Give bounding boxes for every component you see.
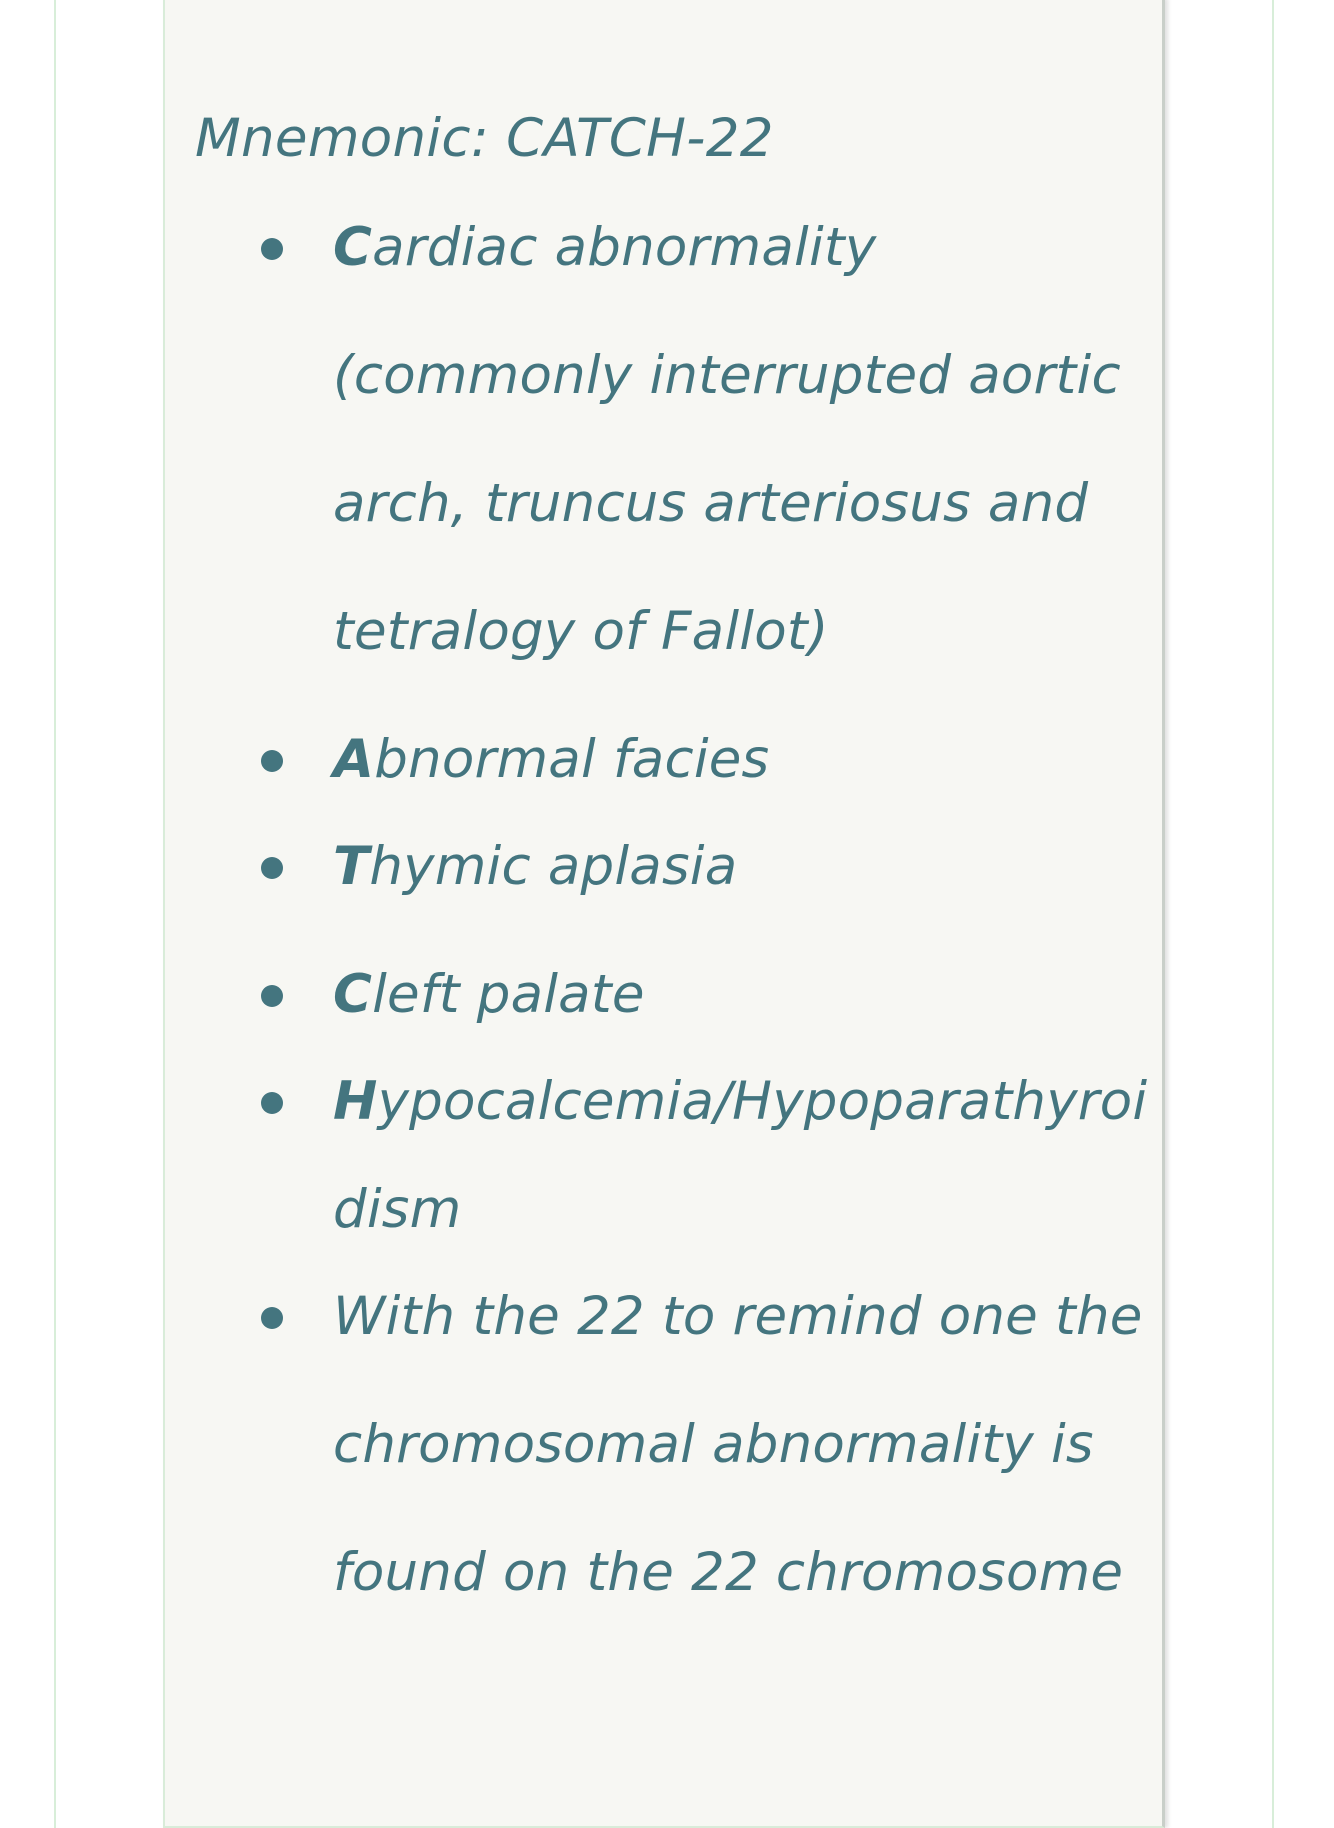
list-item-line: (commonly interrupted aortic [333,345,1121,406]
bullet-icon [261,985,283,1007]
list-item-line [333,837,737,897]
mnemonic-initial: T [333,836,370,897]
list-item-line [333,1072,1147,1132]
list-item-text: ypocalcemia/Hypoparathyroi [377,1071,1148,1132]
list-item-line [333,218,876,278]
list-item-line: chromosomal abnormality is [333,1414,1094,1475]
mnemonic-title: Mnemonic: CATCH-22 [195,108,774,169]
bullet-icon [261,238,283,260]
mnemonic-initial: H [333,1071,378,1132]
list-item-text: hymic aplasia [369,836,738,897]
bullet-icon [261,857,283,879]
bullet-icon [261,1092,283,1114]
bullet-icon [261,750,283,772]
list-item-text: ardiac abnormality [372,217,877,278]
mnemonic-initial: A [333,729,375,790]
mnemonic-initial: C [333,964,373,1025]
list-item-line: arch, truncus arteriosus and [333,473,1089,534]
list-item-line: tetralogy of Fallot) [333,601,829,662]
list-item-line: dism [333,1179,462,1240]
list-item-line: found on the 22 chromosome [333,1542,1124,1603]
mnemonic-initial: C [333,217,373,278]
list-item-line [333,730,769,790]
mnemonic-note-box [163,0,1165,1828]
bullet-icon [261,1307,283,1329]
list-item-line [333,965,645,1025]
list-item-line: With the 22 to remind one the [333,1286,1143,1347]
list-item-text: bnormal facies [374,729,770,790]
list-item-text: left palate [372,964,645,1025]
